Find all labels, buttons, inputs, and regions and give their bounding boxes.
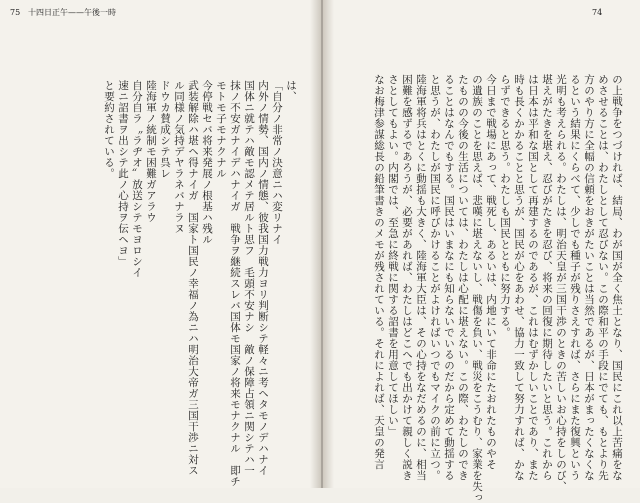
quote-intro: は、 [285,80,297,102]
text-line: るという結果にくらべて、少しでも種子が残りさえすれば、さらにまた復興という [569,74,581,481]
text-line: らずできると思う。わたしも国民とともに努力する。 [499,74,511,338]
left-page-number: 75 [10,8,21,17]
right-page-body [332,74,624,503]
text-line: さとしてもよい。内閣では、至急に終戦に関する詔書を用意してほしい」 [387,74,399,437]
text-line: モトモ子モナクナル [215,80,227,179]
text-line: ドウカ賛成シテ呉レ [159,80,171,179]
text-line: 自分自ラ〝ラヂオ〟放送シテモヨロシイ [131,80,143,278]
text-line: ル同様ノ気持デヤラネバナラヌ [173,80,185,234]
text-line: 「自分ノ非常ノ決意ニハ変リナイ [271,80,283,245]
text-line: 国体ニ就テハ敵モ認メテ居ルト思フ 毛頭不安ナシ 敵ノ保障占領ニ関シテハ一 [243,80,255,476]
text-line: 困難を感ずるであろうが、必要があれば、わたしはどこへでも出かけて親しく説き [401,74,413,481]
text-line: 光明も考えられる。わたしは、明治天皇が三国干渉のときの苦しいお心持をしのび、 [555,74,567,492]
text-line: 方のやり方に全幅の信頼をおきがたいことは当然であるが、日本がまったくなくな [583,74,595,481]
text-line: 陸海軍ノ統制モ困難ガアラウ [145,80,157,223]
text-line: 今停戦セバ将来発展ノ根基ハ残ル [201,80,213,245]
text-line: 陸海軍将兵はとくに動揺も大きく、陸海軍大臣は、その心持をなだめるのに、相当 [415,74,427,481]
text-line: の遺族のことを思えば、悲嘆に堪えないし、戦傷を負い、戦災をこうむり、家業を失っ [471,74,483,503]
book-gutter [310,0,334,488]
text-line: 抹ノ不安ガナイデハナイガ 戦争ヲ継続スレバ国体モ国家ノ将来モナクナル 即チ [229,80,241,487]
left-running-title: 十四日正午——午後一時 [28,8,116,17]
text-line: 今日まで戦場にあって、戦死し、あるいは、内地にいて非命にたおれたものやそ [485,74,497,470]
text-line: 武装解除ハ堪ヘ得ナイガ 国家ト国民ノ幸福ノ為ニハ明治大帝ガ三国干渉ニ対ス [187,80,199,476]
text-line: は日本は平和な国として再建するのであるが、これはむずかしいことであり、また [527,74,539,481]
right-page-number: 74 [592,8,603,17]
text-line: めさせることは、わたしとして忍びない。この際和平の手段にでても、もとより先 [597,74,609,481]
text-line: の上戦争をつづければ、結局、わが国が全く焦土となり、国民にこれ以上苦痛をな [611,74,623,481]
text-line: と要約されている。 [103,80,115,179]
text-line: 堪えがたきを堪え、忍びがたきを忍び、将来の回復に期待したいと思う。これから [541,74,553,481]
left-page-body [88,80,298,487]
text-line: 時も長くかかることと思うが、国民が心をあわせ、協力一致して努力すれば、かな [513,74,525,481]
text-line: たものの今後の生活については、わたしは心配に堪えない。この際、わたしのでき [457,74,469,481]
text-line: ることはなんでもする。国民はいまなにも知らないでいるのだから定めて動揺する [443,74,455,481]
text-line: と思うが、わたしが国民に呼びかけることがよければいつでもマイクの前に立つ。 [429,74,441,481]
text-line: なお梅津参謀総長の鉛筆書きのメモが残されている。それによれば、天皇の発言 [373,74,385,470]
text-line: 内外ノ情勢、国内ノ情態、彼我国力戦力ヨリ判断シテ軽々ニ考ヘタモノデハナイ [257,80,269,476]
text-line: 速ニ詔書ヲ出シテ此ノ心持ヲ伝ヘヨ」 [117,80,129,267]
